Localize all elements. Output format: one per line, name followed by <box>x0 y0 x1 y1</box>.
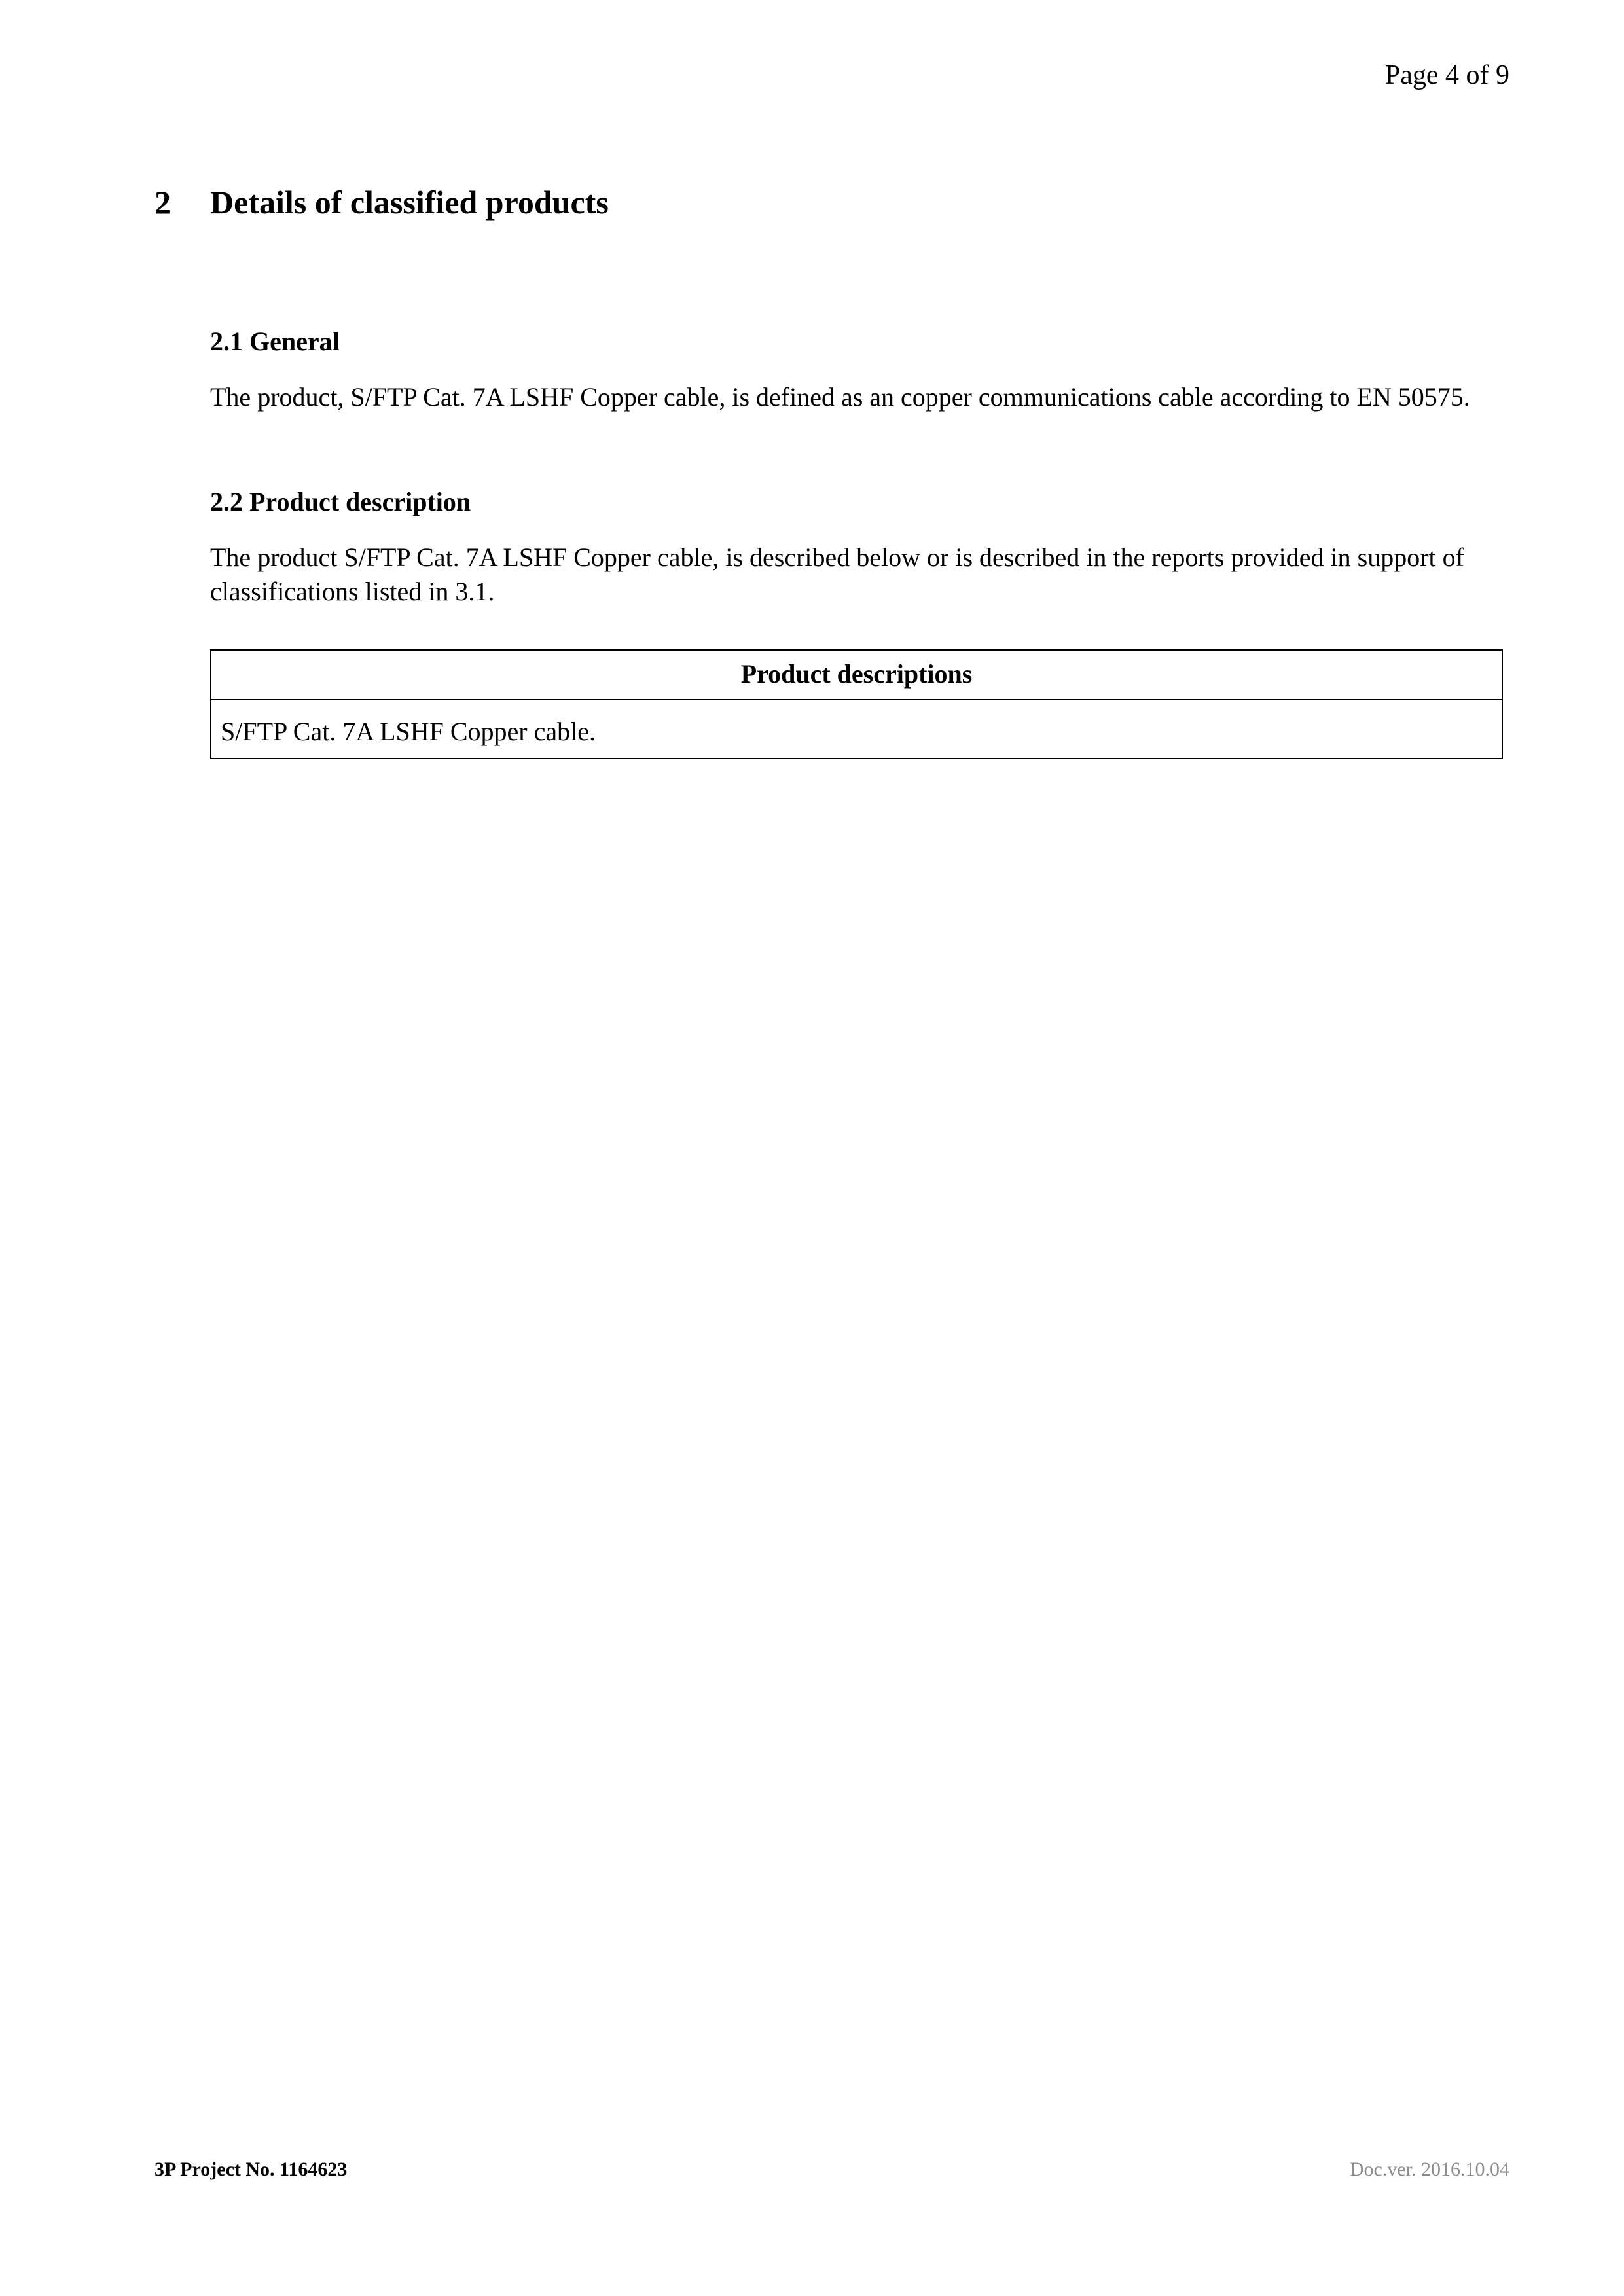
section-body <box>210 326 1503 759</box>
footer-doc-version: Doc.ver. 2016.10.04 <box>1349 2159 1509 2180</box>
subsection-paragraph-product-description: The product S/FTP Cat. 7A LSHF Copper cable, is described below or is described in the reports provided in support of classifications listed in 3.1. <box>210 543 1464 606</box>
footer-project-number: 3P Project No. 1164623 <box>154 2159 348 2180</box>
product-descriptions-table <box>210 649 1503 759</box>
section-number: 2 <box>154 184 171 221</box>
table-header-row <box>211 650 1502 700</box>
page-number-header: Page 4 of 9 <box>1384 60 1509 90</box>
table-cell-product-description: S/FTP Cat. 7A LSHF Copper cable. <box>211 700 1502 759</box>
table-row <box>211 700 1502 759</box>
subsection-heading-general: 2.1 General <box>210 327 340 356</box>
subsection-paragraph-general: The product, S/FTP Cat. 7A LSHF Copper cable, is defined as an copper communications cable according to EN 50575. <box>210 382 1470 412</box>
page-content <box>154 183 1509 759</box>
table-header-product-descriptions: Product descriptions <box>211 650 1502 700</box>
subsection-heading-product-description: 2.2 Product description <box>210 487 471 516</box>
section-title: Details of classified products <box>210 184 609 221</box>
section-heading <box>154 183 1509 221</box>
page-footer <box>154 2159 1509 2181</box>
